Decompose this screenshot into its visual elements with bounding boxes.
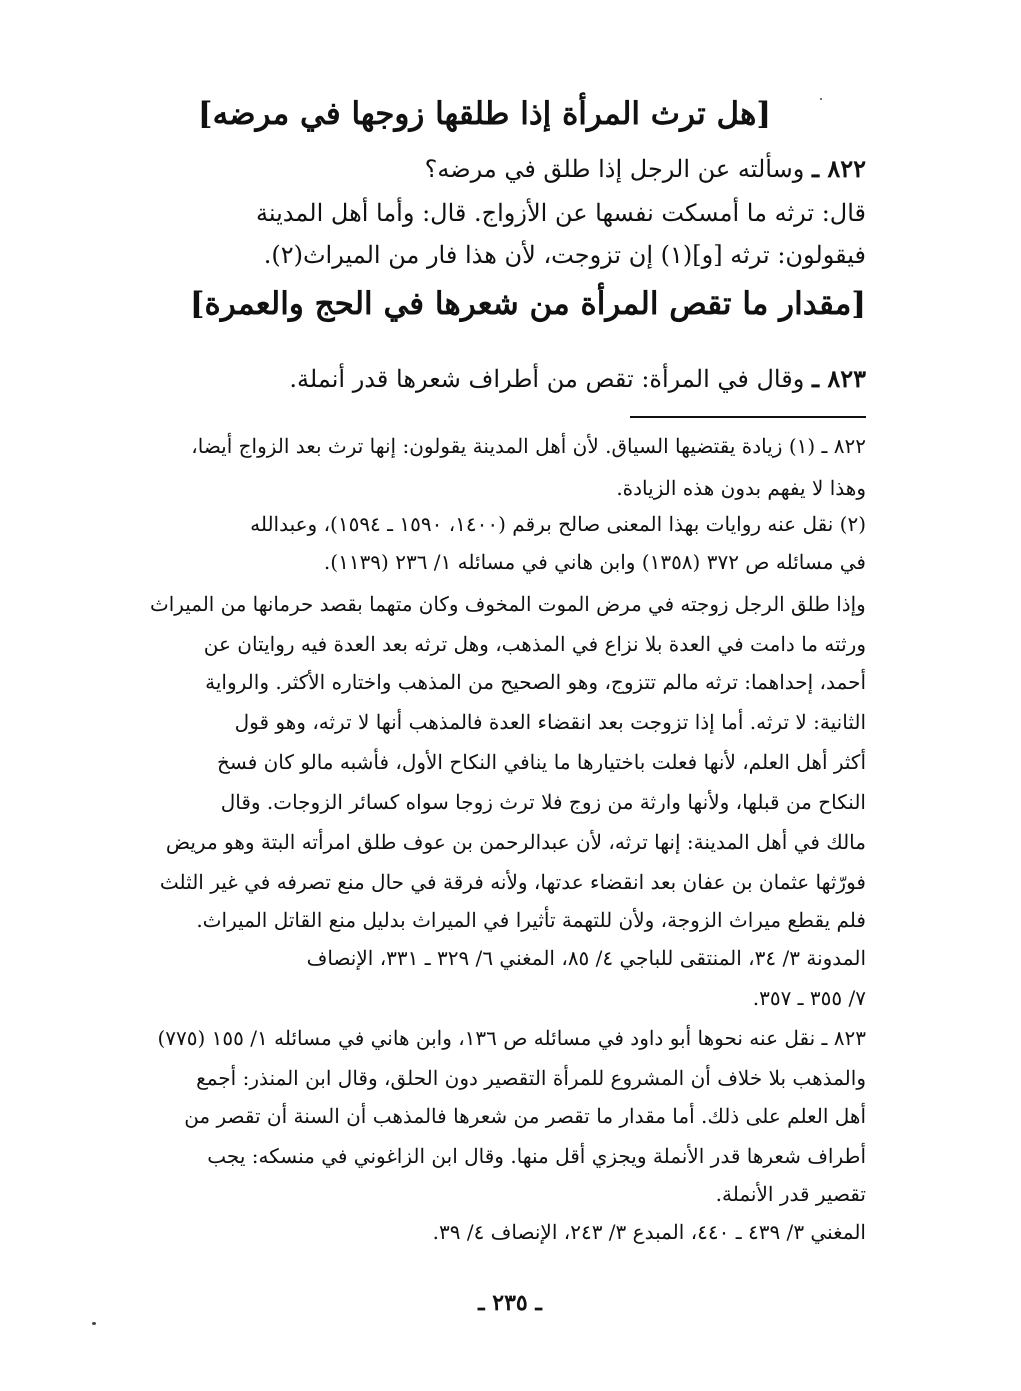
entry-822-answer-line2: فيقولون: ترثه [و](١) إن تزوجت، لأن هذا فار من الميراث(٢). [263, 241, 866, 269]
scan-speck [92, 1322, 96, 1325]
footnote-line: أحمد، إحداهما: ترثه مالم تتزوج، وهو الصحيح من المذهب واختاره الأكثر. والرواية [205, 670, 866, 694]
entry-823-text: وقال في المرأة: تقص من أطراف شعرها قدر أنملة. [289, 365, 805, 393]
footnote-line: ٧/ ٣٥٥ ـ ٣٥٧. [752, 986, 866, 1010]
footnote-line: تقصير قدر الأنملة. [715, 1182, 866, 1206]
footnote-line: وإذا طلق الرجل زوجته في مرض الموت المخوف وكان متهما بقصد حرمانها من الميراث [150, 592, 866, 616]
footnote-line: ورثته ما دامت في العدة بلا نزاع في المذهب، وهل ترثه بعد العدة فيه روايتان عن [203, 632, 866, 656]
footnote-line: فلم يقطع ميراث الزوجة، ولأن للتهمة تأثيرا في الميراث بدليل منع القاتل الميراث. [196, 908, 866, 932]
footnote-line: أكثر أهل العلم، لأنها فعلت باختيارها ما ينافي النكاح الأول، فأشبه مالو كان فسخ [216, 750, 866, 774]
scan-speck [820, 98, 822, 100]
section-heading-inheritance: [هل ترث المرأة إذا طلقها زوجها في مرضه] [197, 96, 771, 132]
entry-822-question: وسألته عن الرجل إذا طلق في مرضه؟ [424, 155, 805, 183]
footnote-line: أهل العلم على ذلك. أما مقدار ما تقصر من شعرها فالمذهب أن السنة أن تقصر من [184, 1104, 866, 1128]
footnote-line: الثانية: لا ترثه. أما إذا تزوجت بعد انقضاء العدة فالمذهب أنها لا ترثه، وهو قول [234, 710, 866, 734]
entry-822-answer-line1: قال: ترثه ما أمسكت نفسها عن الأزواج. قال: وأما أهل المدينة [256, 199, 866, 227]
entry-823-number: ٨٢٣ ـ [811, 364, 866, 393]
page-number: ـ ٢٣٥ ـ [478, 1290, 542, 1316]
entry-822-number: ٨٢٢ ـ [811, 154, 866, 183]
entry-823-line [289, 364, 866, 393]
footnote-line: وهذا لا يفهم بدون هذه الزيادة. [616, 476, 866, 500]
footnote-line: (٢) نقل عنه روايات بهذا المعنى صالح برقم (١٤٠٠، ١٥٩٠ ـ ١٥٩٤)، وعبدالله [250, 512, 866, 536]
footnote-line: والمذهب بلا خلاف أن المشروع للمرأة التقصير دون الحلق، وقال ابن المنذر: أجمع [196, 1066, 866, 1090]
footnote-line: مالك في أهل المدينة: إنها ترثه، لأن عبدالرحمن بن عوف طلق امرأته البتة وهو مريض [165, 830, 866, 854]
section-heading-hair-trimming: [مقدار ما تقص المرأة من شعرها في الحج والعمرة] [189, 286, 866, 322]
entry-822-question-line [425, 154, 866, 183]
footnote-line: النكاح من قبلها، ولأنها وارثة من زوج فلا ترث زوجا سواه كسائر الزوجات. وقال [220, 790, 866, 814]
footnote-line: في مسائله ص ٣٧٢ (١٣٥٨) وابن هاني في مسائله ١/ ٢٣٦ (١١٣٩). [323, 550, 866, 574]
footnote-line: أطراف شعرها قدر الأنملة ويجزي أقل منها. وقال ابن الزاغوني في منسكه: يجب [207, 1144, 866, 1168]
footnote-separator-rule [630, 416, 866, 418]
footnote-line: فورّثها عثمان بن عفان بعد انقضاء عدتها، ولأنه فرقة في حال منع تصرفه في غير الثلث [159, 870, 866, 894]
footnote-line: المدونة ٣/ ٣٤، المنتقى للباجي ٤/ ٨٥، المغني ٦/ ٣٢٩ ـ ٣٣١، الإنصاف [306, 946, 866, 970]
footnote-line: المغني ٣/ ٤٣٩ ـ ٤٤٠، المبدع ٣/ ٢٤٣، الإنصاف ٤/ ٣٩. [432, 1220, 866, 1244]
footnote-line: ٨٢٢ ـ (١) زيادة يقتضيها السياق. لأن أهل المدينة يقولون: إنها ترث بعد الزواج أيضا، [191, 434, 866, 458]
footnote-line: ٨٢٣ ـ نقل عنه نحوها أبو داود في مسائله ص ١٣٦، وابن هاني في مسائله ١/ ١٥٥ (٧٧٥) [157, 1026, 866, 1050]
